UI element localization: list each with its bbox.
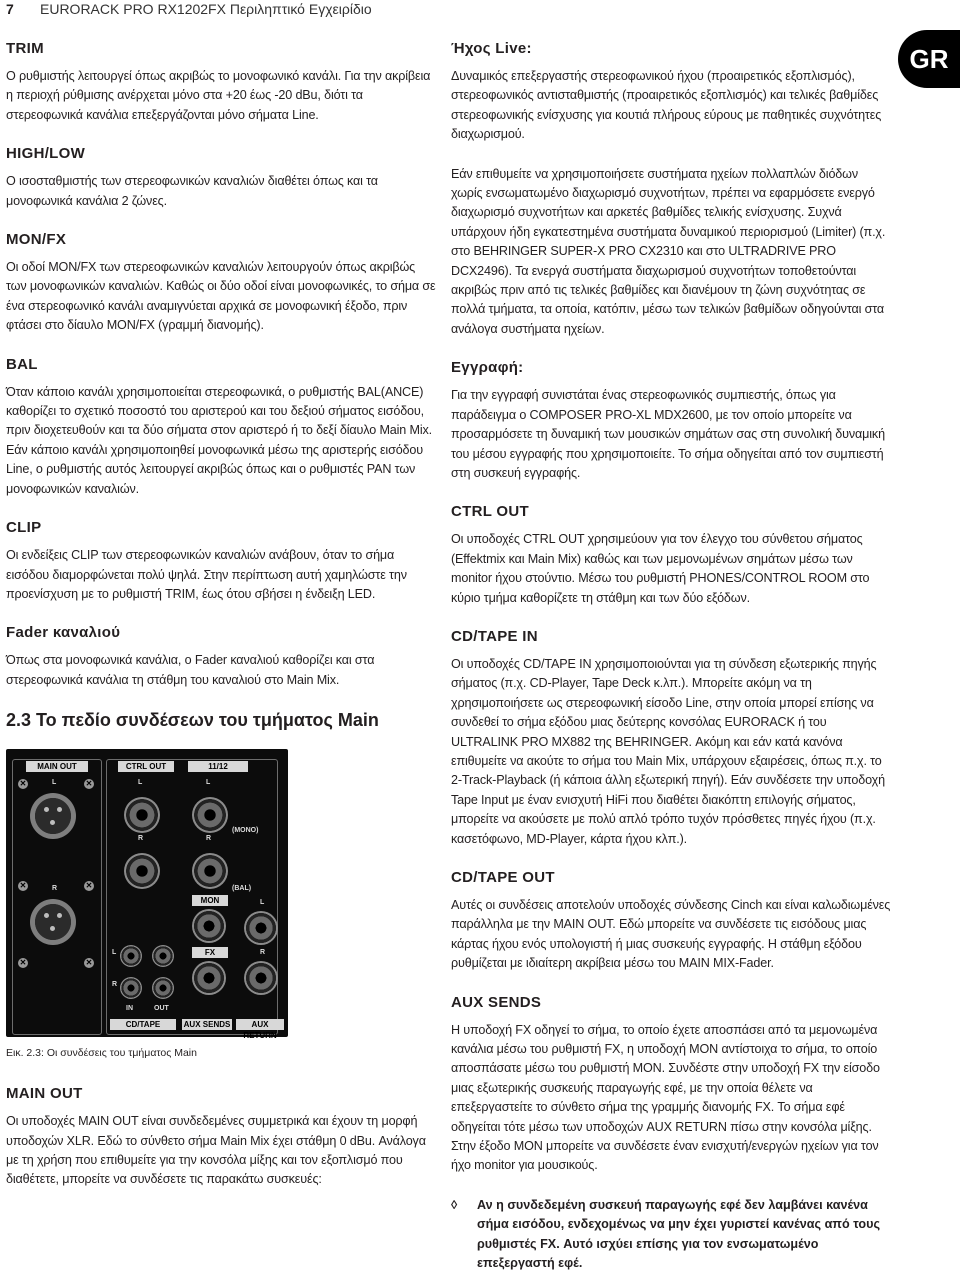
- screw-icon: ✕: [85, 881, 93, 891]
- label-11-12: 11/12: [188, 761, 248, 772]
- heading-main-out: MAIN OUT: [6, 1085, 83, 1103]
- text-clip: Οι ενδείξεις CLIP των στερεοφωνικών καναλιών ανάβουν, όταν το σήμα εισόδου διαμορφώνεται πολύ ψηλά. Στην περίπτωση αυτή χαμηλώστε την προενίσχυση με το ρυθμιστή TRIM, έως ότου σβήσει η ένδειξη LED.: [6, 548, 407, 601]
- section-cd-tape-out: [451, 869, 891, 974]
- ch1112-jack-r[interactable]: [192, 853, 228, 889]
- left-column: [6, 40, 436, 1210]
- ch1112-jack-l[interactable]: [192, 797, 228, 833]
- section-fader: [6, 624, 436, 690]
- text-cd-tape-out: Αυτές οι συνδέσεις αποτελούν υποδοχές σύνδεσης Cinch και είναι καλωδιωμένες παράλληλα με την MAIN OUT. Εδώ μπορείτε να συνδέσετε τις εισόδους μιας κάρτας ήχου ενός υπολογιστή ή μιας συσκευής εγγραφής. Η στάθμη εξόδου ρυθμίζεται με ιδιαίτερη ακρίβεια μέσω του MAIN MIX-Fader.: [451, 898, 891, 971]
- heading-highlow: HIGH/LOW: [6, 145, 86, 163]
- text-recording: Για την εγγραφή συνιστάται ένας στερεοφωνικός συμπιεστής, όπως για παράδειγμα ο COMPOSER PRO-XL MDX2600, με τον οποίο μπορείτε να προσαρμόσετε τη δυναμική των μουσικών σημάτων σας στη συνολική δυναμική του μέσου εγγραφής που χρησιμοποιείτε. Το σήμα οδηγείται από τον συμπιεστή στη συσκευή εγγραφής.: [451, 388, 885, 480]
- screw-icon: ✕: [19, 958, 27, 968]
- text-monfx: Οι οδοί MON/FX των στερεοφωνικών καναλιών λειτουργούν όπως ακριβώς των μονοφωνικών καναλιών. Καθώς οι δύο οδοί είναι μονοφωνικές, το σήμα σε ένα στερεοφωνικό κανάλι αναμιγνύεται αρχικά σε μονοφωνική έξοδο, πριν φτάσει στο δίαυλο MON/FX (γραμμή διανομής).: [6, 260, 436, 333]
- heading-recording: Εγγραφή:: [451, 359, 524, 377]
- section-live: [451, 40, 891, 339]
- section-recording: [451, 359, 891, 483]
- label-r: R: [260, 949, 266, 957]
- label-aux-return: AUX RETURN: [236, 1019, 284, 1030]
- cd-in-jack-l[interactable]: [120, 945, 142, 967]
- mon-jack[interactable]: [192, 909, 226, 943]
- aux-return-jack-r[interactable]: [244, 961, 278, 995]
- heading-fader: Fader καναλιού: [6, 624, 121, 642]
- label-l: L: [112, 949, 117, 957]
- screw-icon: ✕: [19, 881, 27, 891]
- label-mono: (MONO): [232, 827, 259, 835]
- label-in: IN: [126, 1005, 133, 1013]
- figure-caption: Εικ. 2.3: Οι συνδέσεις του τμήματος Main: [6, 1047, 197, 1060]
- label-bal: (BAL): [232, 885, 252, 893]
- cd-out-jack-r[interactable]: [152, 977, 174, 999]
- section-clip: [6, 519, 436, 604]
- diamond-icon: ◊: [451, 1197, 458, 1212]
- text-trim: Ο ρυθμιστής λειτουργεί όπως ακριβώς το μονοφωνικό κανάλι. Για την ακρίβεια η περιοχή ρύθμισης ανέρχεται μόνο στα +20 έως -20 dBu, διότι τα στερεοφωνικά κανάλια επεξεργάζονται μόνο σήματα Line.: [6, 69, 431, 122]
- label-r: R: [206, 835, 212, 843]
- text-live-1: Δυναμικός επεξεργαστής στερεοφωνικού ήχου (προαιρετικός εξοπλισμός), στερεοφωνικός αντισταθμιστής (προαιρετικός εξοπλισμός) και τελικές βαθμίδες στερεοφωνικής ενίσχυσης για κουτιά πλήρους εύρους με παθητικές συχνότητες διαχωρισμού.: [451, 69, 882, 142]
- label-l: L: [206, 779, 211, 787]
- section-heading-main-connections: 2.3 Το πεδίο συνδέσεων του τμήματος Main: [6, 710, 379, 731]
- screw-icon: ✕: [19, 779, 27, 789]
- section-ctrl-out: [451, 503, 891, 608]
- section-aux-sends: [451, 994, 891, 1176]
- heading-ctrl-out: CTRL OUT: [451, 503, 529, 521]
- aux-return-jack-l[interactable]: [244, 911, 278, 945]
- text-fader: Όπως στα μονοφωνικά κανάλια, ο Fader καναλιού καθορίζει και στα στερεοφωνικά κανάλια τη στάθμη του καναλιού στο Main Mix.: [6, 653, 375, 687]
- right-column: [451, 40, 891, 1274]
- section-highlow: [6, 145, 436, 211]
- section-monfx: [6, 231, 436, 336]
- label-ctrl-out: CTRL OUT: [118, 761, 174, 772]
- heading-monfx: MON/FX: [6, 231, 67, 249]
- section-main-out: [6, 1085, 436, 1190]
- section-trim: [6, 40, 436, 125]
- language-badge: GR: [898, 30, 960, 88]
- cd-in-jack-r[interactable]: [120, 977, 142, 999]
- label-mon: MON: [192, 895, 228, 906]
- label-out: OUT: [154, 1005, 169, 1013]
- text-highlow: Ο ισοσταθμιστής των στερεοφωνικών καναλιών διαθέτει όπως και τα μονοφωνικά κανάλια 2 ζώνες.: [6, 174, 378, 208]
- heading-clip: CLIP: [6, 519, 42, 537]
- cd-out-jack-l[interactable]: [152, 945, 174, 967]
- connections-panel-figure: [6, 749, 288, 1041]
- text-main-out: Οι υποδοχές MAIN OUT είναι συνδεδεμένες συμμετρικά και έχουν τη μορφή υποδοχών XLR. Εδώ το σύνθετο σήμα Main Mix έχει στάθμη 0 dBu. Ανάλογα με τη χρήση που επιθυμείτε για την κονσόλα μίξης και τον εξοπλισμό που διαθέτετε, μπορείτε να συνδέσετε τις παρακάτω συσκευές:: [6, 1114, 426, 1187]
- label-cd-tape: CD/TAPE: [110, 1019, 176, 1030]
- label-r: R: [52, 885, 58, 893]
- heading-aux-sends: AUX SENDS: [451, 993, 542, 1011]
- fx-jack[interactable]: [192, 961, 226, 995]
- section-bal: [6, 356, 436, 499]
- heading-cd-tape-out: CD/TAPE OUT: [451, 869, 555, 886]
- heading-cd-tape-in: CD/TAPE IN: [451, 627, 538, 645]
- label-r: R: [112, 981, 118, 989]
- label-fx: FX: [192, 947, 228, 958]
- xlr-jack-right[interactable]: [30, 899, 76, 945]
- note-text: Αν η συνδεδεμένη συσκευή παραγωγής εφέ δεν λαμβάνει κανένα σήμα εισόδου, ενδεχομένως να μην έχει γυριστεί κανένας από τους ρυθμιστές FX. Αυτό ισχύει επίσης για τον ενσωματωμένο επεξεργαστή εφέ.: [477, 1197, 880, 1271]
- section-cd-tape-in: [451, 628, 891, 849]
- heading-trim: TRIM: [6, 40, 44, 57]
- text-cd-tape-in: Οι υποδοχές CD/TAPE IN χρησιμοποιούνται για τη σύνδεση εξωτερικής πηγής σήματος (π.χ. CD-Player, Tape Deck κ.λπ.). Μπορείτε ακόμη να τη χρησιμοποιήσετε ως στερεοφωνική είσοδο Line, στην οποία μπορεί επίσης να συνδεθεί το σήμα εξόδου μιας δεύτερης κονσόλας EURORACK ή του ULTRALINK PRO MX882 της BEHRINGER. Ακόμη και εάν κατά κανόνα επιθυμείτε να ακούτε το σήμα του Main Mix, υπάρχουν εξαιρέσεις, όπως π.χ. το 2-Track-Playback (ή κάποια άλλη εξωτερική πηγή). Εάν συνδέσετε την υποδοχή Tape Input με έναν ενισχυτή HiFi που διαθέτει διακόπτη επιλογής σήματος, μπορείτε να ακούσετε με πολύ απλό τρόπο τυχόν πρόσθετες πηγές ήχου (π.χ. κασετόφωνο, MD-Player, κάρτα ήχου κλπ.).: [451, 656, 885, 846]
- note-block: [451, 1196, 891, 1274]
- document-title: EURORACK PRO RX1202FX Περιληπτικό Εγχειρίδιο: [40, 1, 372, 17]
- text-bal: Όταν κάποιο κανάλι χρησιμοποιείται στερεοφωνικά, ο ρυθμιστής BAL(ANCE) καθορίζει το σχετικό ποσοστό του αριστερού και του δεξιού σήματος εισόδου, πριν διοχετευθούν και τα δύο σήματα στον αριστερό ή το δεξί δίαυλο Main Mix. Εάν κάποιο κανάλι χρησιμοποιηθεί μονοφωνικά μέσω της αριστερής εισόδου Line, ο ρυθμιστής αυτός λειτουργεί ακριβώς όπως και ο ρυθμιστές PAN των μονοφωνικών καναλιών.: [6, 384, 432, 496]
- heading-bal: BAL: [6, 355, 38, 373]
- screw-icon: ✕: [85, 958, 93, 968]
- ctrl-out-jack-l[interactable]: [124, 797, 160, 833]
- text-live-2: Εάν επιθυμείτε να χρησιμοποιήσετε συστήματα ηχείων πολλαπλών διόδων χωρίς ενσωματωμένο διαχωρισμό συχνοτήτων, πρέπει να εφαρμόσετε ενεργό διαχωρισμό συχνοτήτων και αρκετές βαθμίδες τελικής ενίσχυσης. Συχνά υπάρχουν ήδη εγκατεστημένα συστήματα δυναμικού περιορισμού (Limiter) (π.χ. στο BEHRINGER SUPER-X PRO CX2310 και στο ULTRADRIVE PRO DCX2496). Τα ενεργά συστήματα διαχωρισμού συχνοτήτων τοποθετούνται ακριβώς πριν από τις τελικές βαθμίδες και διανέμουν τη ζώνη συχνότητας σε πολλά τμήματα, τα οποία, κατόπιν, μέσω των τελικών βαθμίδων οδηγούνται στα ανάλογα συστήματα ηχείων.: [451, 166, 886, 336]
- label-l: L: [52, 779, 57, 787]
- label-main-out: MAIN OUT: [26, 761, 88, 772]
- xlr-jack-left[interactable]: [30, 793, 76, 839]
- screw-icon: ✕: [85, 779, 93, 789]
- label-l: L: [260, 899, 265, 907]
- heading-live: Ήχος Live:: [451, 40, 532, 57]
- label-r: R: [138, 835, 144, 843]
- text-ctrl-out: Οι υποδοχές CTRL OUT χρησιμεύουν για τον έλεγχο του σύνθετου σήματος (Effektmix και Main Mix) καθώς και των μεμονωμένων σημάτων μέσω των monitor ήχου στούντιο. Μέσω του ρυθμιστή PHONES/CONTROL ROOM στο κύριο τμήμα καθορίζετε τη στάθμη και των δύο εξόδων.: [451, 532, 870, 605]
- page-number: 7: [6, 1, 14, 17]
- text-aux-sends: Η υποδοχή FX οδηγεί το σήμα, το οποίο έχετε αποσπάσει από τα μεμονωμένα κανάλια μέσω του ρυθμιστή FX, η υποδοχή MON αντίστοιχα το σήμα, το οποίο αποσπάσατε μέσω του ρυθμιστή MON. Συνδέστε στην υποδοχή FX την είσοδο μιας εξωτερικής συσκευής παραγωγής εφέ, με την οποία θέλετε να επεξεργαστείτε το σύνθετο σήμα της γραμμής διανομής FX. Το σήμα εφέ οδηγείται τότε μέσω των υποδοχών AUX RETURN πίσω στην κονσόλα μίξης. Στην έξοδο MON μπορείτε να συνδέσετε έναν ενισχυτή/ενεργών ηχείων για τον ήχο monitor για μουσικούς.: [451, 1022, 880, 1173]
- page-header: [0, 0, 960, 22]
- label-l: L: [138, 779, 143, 787]
- label-aux-sends: AUX SENDS: [183, 1020, 231, 1030]
- ctrl-out-jack-r[interactable]: [124, 853, 160, 889]
